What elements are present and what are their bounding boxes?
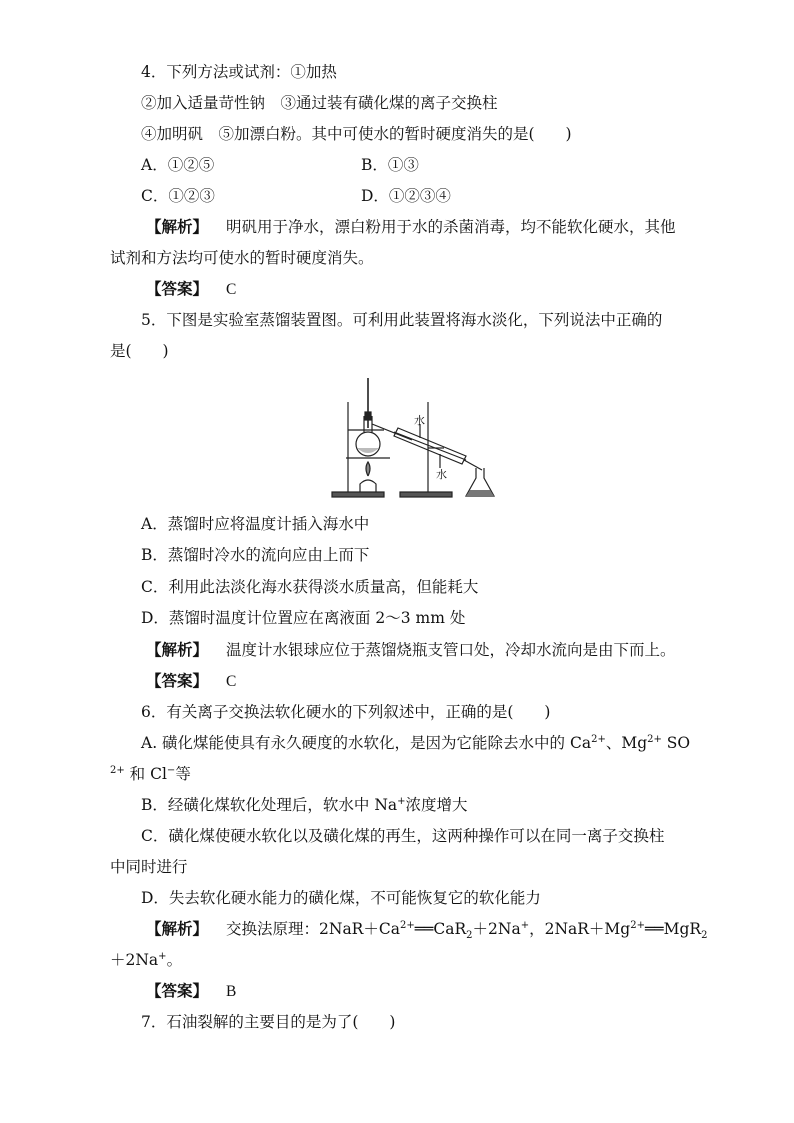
adapter [464, 460, 482, 470]
eq-charge-4: + [158, 950, 167, 962]
analysis-tag: 【解析】 [146, 217, 209, 236]
q6-option-c-line1: C．磺化煤使硬水软化以及磺化煤的再生，这两种操作可以在同一离子交换柱 [141, 827, 665, 845]
q4-option-c: C．①②③ [141, 187, 215, 205]
q4-answer-value: C [226, 281, 237, 298]
q4-stem-line1: 4．下列方法或试剂：①加热 [141, 63, 337, 81]
q4-option-a: A．①②⑤ [141, 156, 215, 174]
q6-option-a-text: A. 磺化煤能使具有永久硬度的水软化，是因为它能除去水中的 Ca [141, 734, 592, 752]
q4-option-b: B．①③ [361, 156, 419, 174]
q6-analysis-line1 [146, 918, 707, 940]
q6-stem: 6．有关离子交换法软化硬水的下列叙述中，正确的是( ) [141, 703, 551, 721]
distillate [466, 490, 494, 496]
q4-option-d: D．①②③④ [361, 187, 451, 205]
eq-end: 。 [166, 951, 183, 969]
q5-answer-value: C [226, 673, 237, 690]
q5-stem-line1: 5．下图是实验室蒸馏装置图。可利用此装置将海水淡化，下列说法中正确的 [141, 311, 663, 329]
q6-option-c-line2: 中同时进行 [110, 858, 188, 876]
na-charge: + [397, 795, 406, 807]
q5-option-c: C．利用此法淡化海水获得淡水质量高，但能耗大 [141, 578, 479, 596]
cl-charge: − [166, 764, 176, 776]
right-stand-base [400, 492, 452, 497]
q5-analysis-text: 温度计水银球应位于蒸馏烧瓶支管口处，冷却水流向是由下而上。 [226, 641, 676, 659]
q4-answer [146, 278, 236, 301]
analysis-tag: 【解析】 [146, 640, 209, 659]
q4-analysis-text: 明矾用于净水，漂白粉用于水的杀菌消毒，均不能软化硬水，其他 [226, 218, 676, 236]
so-charge: 2+ [110, 764, 125, 776]
q4-stem-line3: ④加明矾 ⑤加漂白粉。其中可使水的暂时硬度消失的是( ) [141, 125, 572, 143]
q6-analysis-text: 交换法原理：2NaR＋Ca [226, 920, 400, 938]
condenser-inner-tube [394, 432, 466, 460]
q4-stem-line2: ②加入适量苛性钠 ③通过装有磺化煤的离子交换柱 [141, 94, 498, 112]
eq-part-3: ，2NaR＋Mg [529, 920, 631, 938]
q4-analysis-line1 [146, 216, 676, 238]
eq-sub-1: 2 [466, 930, 473, 942]
distillation-apparatus-figure [326, 372, 498, 500]
q6-answer [146, 980, 236, 1003]
mg-charge: 2+ [647, 733, 662, 745]
flask-liquid [357, 448, 379, 453]
q6-analysis-line2 [110, 949, 182, 971]
q6-option-b [141, 794, 468, 816]
eq-part-4: ══MgR [644, 920, 702, 938]
label-water-top: 水 [414, 414, 425, 427]
left-stand-base [332, 492, 384, 497]
q6-option-a-line2 [110, 763, 191, 785]
q5-answer [146, 670, 236, 693]
eq-charge-3: 2+ [630, 919, 645, 931]
q5-analysis [146, 639, 676, 661]
eq-part-1: ══CaR [414, 920, 467, 938]
q6-answer-value: B [226, 983, 237, 1000]
q5-option-a: A．蒸馏时应将温度计插入海水中 [141, 515, 370, 533]
q5-stem-line2: 是( ) [110, 342, 169, 360]
so-symbol: SO [661, 734, 691, 752]
q4-analysis-line2: 试剂和方法均可使水的暂时硬度消失。 [110, 249, 374, 267]
q5-option-b: B．蒸馏时冷水的流向应由上而下 [141, 546, 370, 564]
eq-charge-2: + [520, 919, 530, 931]
alcohol-lamp [360, 480, 376, 492]
analysis-tag: 【解析】 [146, 919, 209, 938]
answer-tag: 【答案】 [146, 671, 209, 690]
answer-tag: 【答案】 [146, 279, 209, 298]
ca-charge: 2+ [591, 733, 606, 745]
eq-sub-2: 2 [701, 930, 708, 942]
mg-symbol: 、Mg [605, 734, 648, 752]
cl-symbol: 和 Cl [124, 765, 167, 783]
label-water-bottom: 水 [436, 468, 447, 481]
q6-option-a-line1 [141, 732, 690, 754]
eq-part-2: ＋2Na [472, 920, 521, 938]
q6-option-a-end: 等 [175, 765, 191, 783]
eq-charge-1: 2+ [399, 919, 415, 931]
stopper [365, 412, 371, 420]
q5-option-d: D．蒸馏时温度计位置应在离液面 2～3 mm 处 [141, 609, 466, 627]
flame [366, 462, 370, 476]
q6-option-b-end: 浓度增大 [405, 796, 468, 814]
q6-option-d: D．失去软化硬水能力的磺化煤，不可能恢复它的软化能力 [141, 889, 541, 907]
q7-stem: 7．石油裂解的主要目的是为了( ) [141, 1013, 396, 1031]
answer-tag: 【答案】 [146, 981, 209, 1000]
q6-option-b-text: B．经磺化煤软化处理后，软水中 Na [141, 796, 398, 814]
eq-part-5: ＋2Na [110, 951, 159, 969]
